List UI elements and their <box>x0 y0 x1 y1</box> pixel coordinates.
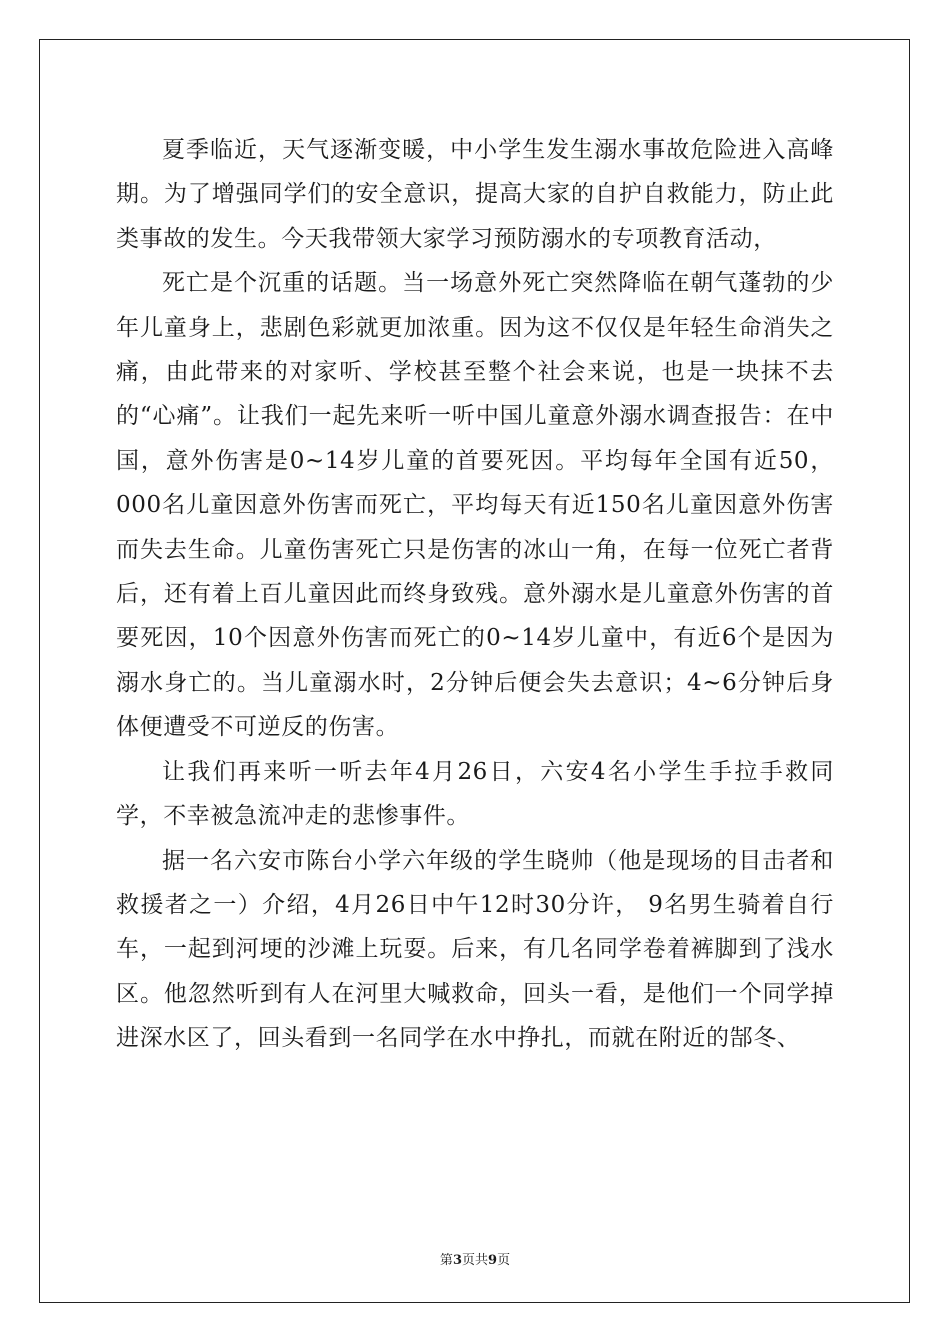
total-pages: 9 <box>488 1253 498 1268</box>
paragraph-1: 夏季临近，天气逐渐变暖，中小学生发生溺水事故危险进入高峰期。为了增强同学们的安全意识，提高大家的自护自救能力，防止此类事故的发生。今天我带领大家学习预防溺水的专项教育活动， <box>116 137 834 252</box>
page-prefix: 第 <box>439 1253 453 1268</box>
total-suffix: 页 <box>497 1253 511 1268</box>
page-footer <box>0 1249 950 1268</box>
paragraph-2: 死亡是个沉重的话题。当一场意外死亡突然降临在朝气蓬勃的少年儿童身上，悲剧色彩就更加浓重。因为这不仅仅是年轻生命消失之痛，由此带来的对家听、学校甚至整个社会来说，也是一块抹不去的“心痛”。让我们一起先来听一听中国儿童意外溺水调查报告：在中国，意外伤害是0~14岁儿童的首要死因。平均每年全国有近50，000名儿童因意外伤害而死亡，平均每天有近150名儿童因意外伤害而失去生命。儿童伤害死亡只是伤害的冰山一角，在每一位死亡者背后，还有着上百儿童因此而终身致残。意外溺水是儿童意外伤害的首要死因，10个因意外伤害而死亡的0~14岁儿童中，有近6个是因为溺水身亡的。当儿童溺水时，2分钟后便会失去意识；4~6分钟后身体便遭受不可逆反的伤害。 <box>116 270 834 741</box>
page-suffix: 页 <box>461 1253 475 1268</box>
paragraph-4: 据一名六安市陈台小学六年级的学生晓帅（他是现场的目击者和救援者之一）介绍，4月26日中午12时30分许， 9名男生骑着自行车，一起到河埂的沙滩上玩耍。后来，有几名同学卷着裤脚到了浅水区。他忽然听到有人在河里大喊救命，回头一看，是他们一个同学掉进深水区了，回头看到一名同学在水中挣扎，而就在附近的郜冬、 <box>116 847 834 1052</box>
total-prefix: 共 <box>475 1253 489 1268</box>
paragraph-3: 让我们再来听一听去年4月26日，六安4名小学生手拉手救同学，不幸被急流冲走的悲惨事件。 <box>116 758 834 830</box>
document-body <box>116 128 834 1061</box>
page-number: 3 <box>452 1253 462 1268</box>
